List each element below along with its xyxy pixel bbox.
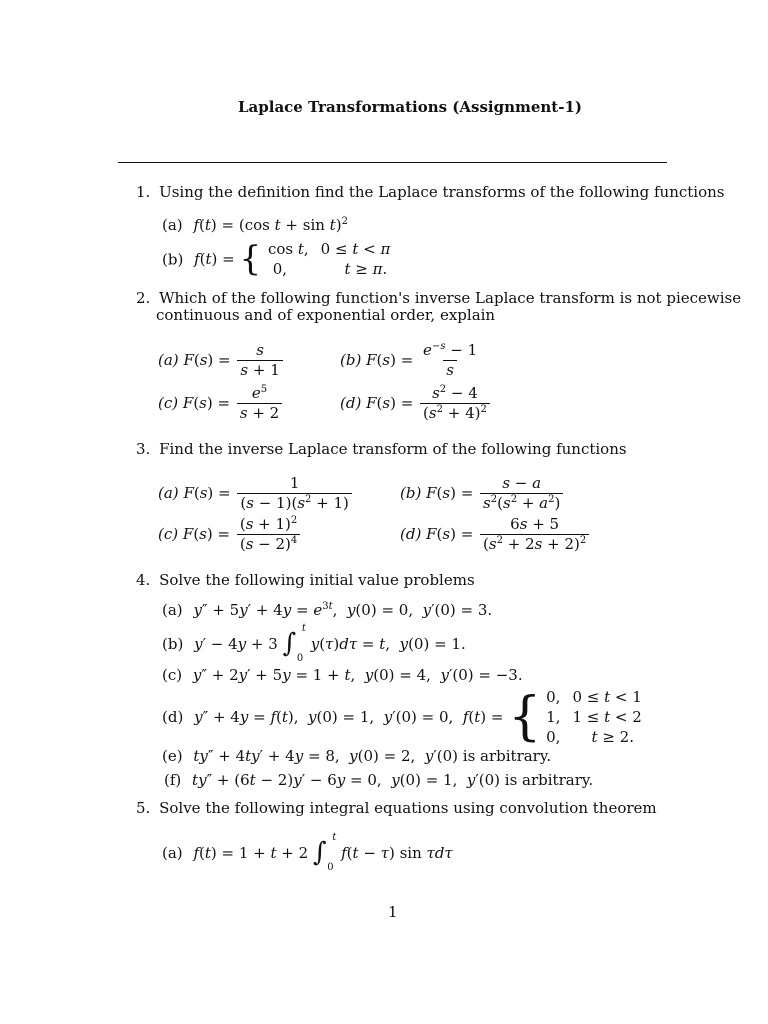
question-2 bbox=[136, 289, 741, 307]
equation: F(s) = bbox=[426, 525, 479, 543]
part-label: (f) bbox=[164, 771, 182, 789]
question-5 bbox=[136, 799, 657, 817]
equation: F(s) = bbox=[366, 351, 419, 369]
part-label: (b) bbox=[162, 635, 184, 653]
part-label: (c) bbox=[158, 525, 179, 543]
left-brace: { bbox=[508, 687, 542, 748]
q4-part-a bbox=[162, 601, 492, 619]
integral-limits: t 0 bbox=[327, 832, 337, 873]
equation: y″ + 2y′ + 5y = 1 + t, y(0) = 4, y′(0) = −3. bbox=[192, 666, 523, 684]
equation: F(s) = bbox=[426, 484, 479, 502]
title-rule bbox=[118, 162, 667, 163]
piecewise-cases: 0, 0 ≤ t < 1 1, 1 ≤ t < 2 0, t ≥ 2. bbox=[546, 688, 642, 746]
fraction: $\frac{s - a}{s^2(s^2 + a^2)}$ bbox=[480, 475, 563, 511]
part-label: (b) bbox=[400, 484, 422, 502]
question-number: 4. bbox=[136, 571, 151, 589]
part-label: (c) bbox=[158, 394, 179, 412]
integral-sign: ∫ bbox=[312, 837, 327, 868]
q3-part-d bbox=[400, 516, 591, 552]
question-text: Which of the following function's inverse Laplace transform is not piecewise bbox=[159, 289, 742, 307]
question-2-line2: continuous and of exponential order, explain bbox=[156, 306, 496, 324]
q3-part-a bbox=[158, 475, 354, 511]
q1-part-b bbox=[162, 240, 390, 279]
question-text: Solve the following integral equations using convolution theorem bbox=[159, 799, 657, 817]
q1-part-a bbox=[162, 216, 348, 234]
part-label: (b) bbox=[162, 250, 184, 269]
fraction: $\frac{s}{s + 1}$ bbox=[237, 342, 282, 378]
fraction: $\frac{s^2 - 4}{(s^2 + 4)^2}$ bbox=[420, 385, 490, 421]
part-label: (d) bbox=[162, 708, 184, 727]
q4-part-d bbox=[162, 688, 642, 746]
part-label: (e) bbox=[162, 747, 183, 765]
note: is arbitrary. bbox=[504, 771, 594, 789]
fraction: $\frac{e^{-s} - 1}{s}$ bbox=[423, 341, 478, 379]
equation: y′ − 4y + 3 bbox=[194, 635, 278, 653]
equation: F(s) = bbox=[182, 394, 235, 412]
question-text: Using the definition find the Laplace transforms of the following functions bbox=[159, 183, 725, 201]
question-number: 1. bbox=[136, 183, 151, 201]
q2-part-d bbox=[340, 385, 492, 421]
question-1 bbox=[136, 183, 724, 201]
part-label: (a) bbox=[162, 216, 183, 234]
part-label: (d) bbox=[400, 525, 422, 543]
q3-part-b bbox=[400, 475, 565, 511]
piecewise-cases: cos t, 0 ≤ t < π 0, t ≥ π. bbox=[267, 240, 391, 278]
question-text: Solve the following initial value problems bbox=[159, 571, 475, 589]
equation: ty″ + 4ty′ + 4y = 8, y(0) = 2, y′(0) bbox=[193, 747, 463, 765]
question-number: 3. bbox=[136, 440, 151, 458]
fraction: $\frac{(s + 1)^2}{(s - 2)^4}$ bbox=[237, 516, 300, 552]
part-label: (a) bbox=[162, 601, 183, 619]
equation: F(s) = bbox=[182, 525, 235, 543]
equation-rest: f(t − τ) sin τdτ bbox=[341, 844, 453, 862]
part-label: (a) bbox=[158, 351, 179, 369]
equation: ty″ + (6t − 2)y′ − 6y = 0, y(0) = 1, y′(0) bbox=[192, 771, 505, 789]
equation: F(s) = bbox=[183, 351, 236, 369]
q5-part-a bbox=[162, 833, 453, 873]
fraction: $\frac{e^5}{s + 2}$ bbox=[237, 385, 282, 421]
equation: f(t) = bbox=[194, 250, 240, 269]
part-label: (a) bbox=[158, 484, 179, 502]
question-number: 5. bbox=[136, 799, 151, 817]
q4-part-f bbox=[164, 771, 593, 789]
equation: F(s) = bbox=[183, 484, 236, 502]
left-brace: { bbox=[239, 239, 262, 280]
equation: y″ + 4y = f(t), y(0) = 1, y′(0) = 0, f(t) = bbox=[194, 708, 509, 727]
integral-limits: t 0 bbox=[296, 623, 306, 664]
fraction: $\frac{1}{(s - 1)(s^2 + 1)}$ bbox=[237, 475, 352, 511]
equation: $y'' + 5y' + 4y = e^{3t}$, y(0) = 0, y′(0) = 3. bbox=[193, 601, 493, 619]
q3-part-c bbox=[158, 516, 302, 552]
part-label: (b) bbox=[340, 351, 362, 369]
q4-part-b bbox=[162, 624, 466, 664]
question-number: 2. bbox=[136, 289, 151, 307]
q2-part-b bbox=[340, 342, 482, 378]
page-number: 1 bbox=[388, 903, 398, 921]
question-text: Find the inverse Laplace transform of the following functions bbox=[159, 440, 627, 458]
equation: f(t) = (cos t + sin t)$^2$ bbox=[193, 216, 348, 234]
fraction: $\frac{6s + 5}{(s^2 + 2s + 2)^2}$ bbox=[480, 516, 589, 552]
equation-rest: y(τ)dτ = t, y(0) = 1. bbox=[310, 635, 466, 653]
q4-part-e bbox=[162, 747, 551, 765]
question-3 bbox=[136, 440, 627, 458]
page-title: Laplace Transformations (Assignment-1) bbox=[238, 98, 582, 116]
q2-part-c bbox=[158, 385, 284, 421]
integral-sign: ∫ bbox=[282, 628, 297, 659]
equation: f(t) = 1 + t + 2 bbox=[193, 844, 309, 862]
part-label: (d) bbox=[340, 394, 362, 412]
part-label: (c) bbox=[162, 666, 183, 684]
part-label: (a) bbox=[162, 844, 183, 862]
note: is arbitrary. bbox=[462, 747, 552, 765]
q4-part-c bbox=[162, 666, 523, 684]
question-4 bbox=[136, 571, 475, 589]
q2-part-a bbox=[158, 342, 285, 378]
equation: F(s) = bbox=[366, 394, 419, 412]
